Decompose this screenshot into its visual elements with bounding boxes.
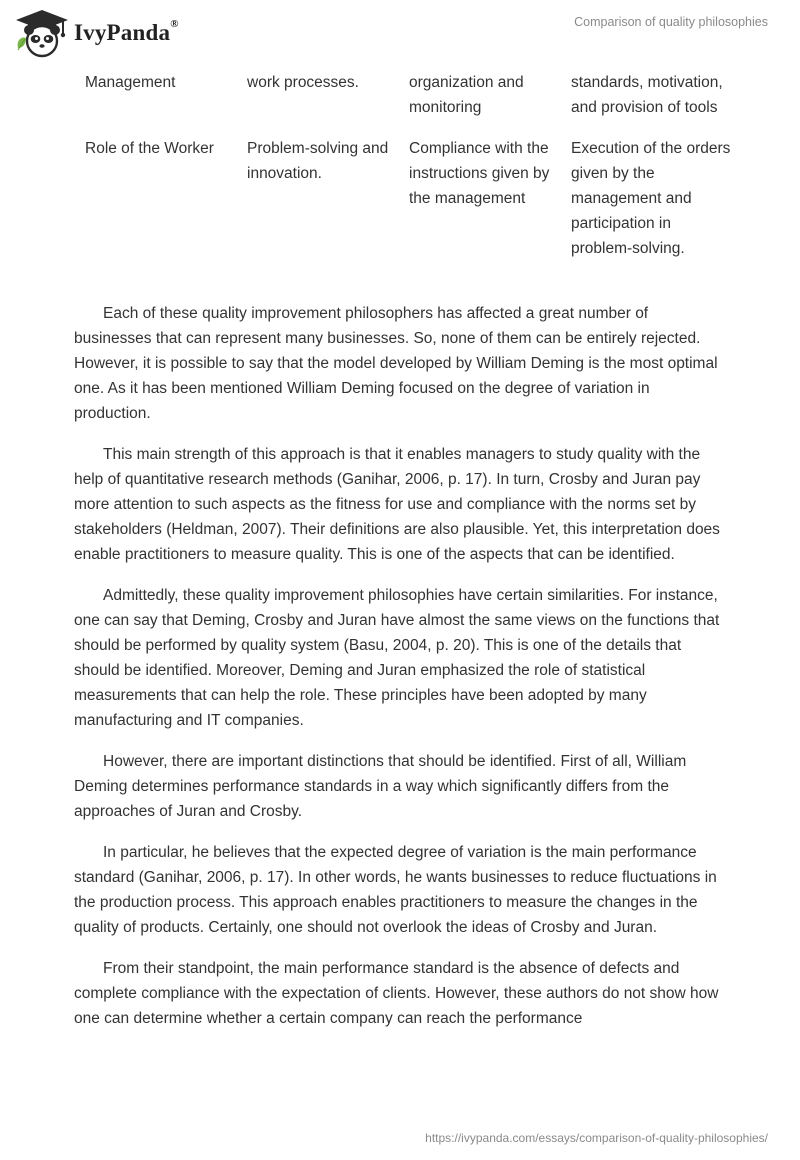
panda-graduate-icon xyxy=(14,8,70,58)
table-row xyxy=(74,70,731,136)
page-header xyxy=(0,0,800,66)
table-cell: Execution of the orders given by the management and participation in problem-solving. xyxy=(571,140,731,257)
table-cell: Problem-solving and innovation. xyxy=(247,140,389,182)
paragraph: In particular, he believes that the expected degree of variation is the main performance standard (Ganihar, 2006, p. 17). In other words, he wants businesses to reduce fluctuations in the production process. This approach enables practitioners to measure the changes in the quality of products. Certainly, one should not overlook the ideas of Crosby and Juran. xyxy=(74,844,717,936)
table-cell: organization and monitoring xyxy=(409,74,524,116)
table-cell: work processes. xyxy=(247,74,359,91)
paragraph: From their standpoint, the main performance standard is the absence of defects and complete compliance with the expectation of clients. However, these authors do not show how one can determine whether a certain company can reach the performance xyxy=(74,960,719,1027)
paragraph: However, there are important distinctions that should be identified. First of all, William Deming determines performance standards in a way which significantly differs from the approaches of Juran and Crosby. xyxy=(74,753,687,820)
document-title: Comparison of quality philosophies xyxy=(574,15,768,29)
paragraph: Each of these quality improvement philosophers has affected a great number of businesses that can represent many businesses. So, none of them can be entirely rejected. However, it is possible to say that the model developed by William Deming is the most optimal one. As it has been mentioned William Deming focused on the degree of variation in production. xyxy=(74,305,718,422)
paragraph: This main strength of this approach is that it enables managers to study quality with the help of quantitative research methods (Ganihar, 2006, p. 17). In turn, Crosby and Juran pay more attention to such aspects as the fitness for use and compliance with the norms set by stakeholders (Heldman, 2007). Their definitions are also plausible. Yet, this interpretation does enable practitioners to measure quality. This is one of the aspects that can be identified. xyxy=(74,446,720,563)
table-cell: Management xyxy=(85,74,176,91)
paragraph: Admittedly, these quality improvement philosophies have certain similarities. For instance, one can say that Deming, Crosby and Juran have almost the same views on the functions that should be performed by quality system (Basu, 2004, p. 20). This is one of the details that should be identified. Moreover, Deming and Juran emphasized the role of statistical measurements that can help the role. These principles have been adopted by many manufacturing and IT companies. xyxy=(74,587,720,729)
comparison-table xyxy=(74,70,731,261)
essay-body xyxy=(74,301,726,1047)
table-cell: Role of the Worker xyxy=(85,140,214,157)
table-row xyxy=(74,136,731,261)
table-cell: standards, motivation, and provision of tools xyxy=(571,74,723,116)
table-cell: Compliance with the instructions given by the management xyxy=(409,140,550,207)
brand-name: IvyPanda® xyxy=(74,18,179,45)
source-url-link[interactable]: https://ivypanda.com/essays/comparison-of-quality-philosophies/ xyxy=(425,1131,768,1145)
ivypanda-logo[interactable] xyxy=(14,8,179,58)
